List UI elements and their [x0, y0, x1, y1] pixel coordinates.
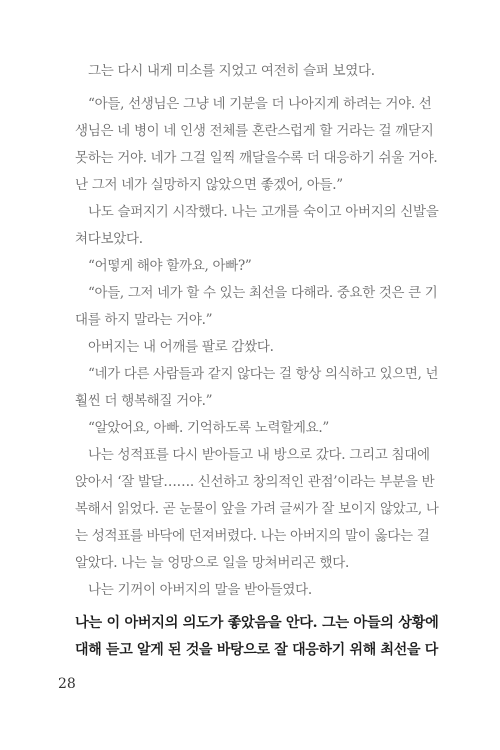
body-line: 나는 기꺼이 아버지의 말을 받아들였다.: [88, 582, 312, 598]
body-line: 는 성적표를 바닥에 던져버렸다. 나는 아버지의 말이 옳다는 걸: [75, 528, 430, 544]
bold-commentary-line: 대해 듣고 알게 된 것을 바탕으로 잘 대응하기 위해 최선을 다: [75, 642, 438, 658]
body-line: 대를 하지 말라는 거야.”: [75, 312, 213, 328]
body-line: 쳐다보았다.: [75, 231, 143, 247]
body-line: “아들, 그저 네가 할 수 있는 최선을 다해라. 중요한 것은 큰 기: [88, 285, 438, 301]
page-number: 28: [58, 676, 76, 692]
body-line: 못하는 거야. 네가 그걸 일찍 깨달을수록 더 대응하기 쉬울 거야.: [75, 150, 438, 166]
body-line: “네가 다른 사람들과 같지 않다는 걸 항상 의식하고 있으면, 넌: [88, 366, 439, 382]
body-line: “아들, 선생님은 그냥 네 기분을 더 나아지게 하려는 거야. 선: [88, 96, 432, 112]
body-line: 생님은 네 병이 네 인생 전체를 혼란스럽게 할 거라는 걸 깨닫지: [75, 123, 434, 139]
body-line: 앉아서 ‘잘 발달……. 신선하고 창의적인 관점’이라는 부분을 반: [75, 474, 435, 490]
body-line: 나도 슬퍼지기 시작했다. 나는 고개를 숙이고 아버지의 신발을: [88, 204, 439, 220]
body-line: 훨씬 더 행복해질 거야.”: [75, 393, 213, 409]
bold-commentary-line: 나는 이 아버지의 의도가 좋았음을 안다. 그는 아들의 상황에: [75, 615, 439, 631]
body-line: “알았어요, 아빠. 기억하도록 노력할게요.”: [88, 420, 330, 436]
body-line: 아버지는 내 어깨를 팔로 감쌌다.: [88, 339, 274, 355]
body-line: 난 그저 네가 실망하지 않았으면 좋겠어, 아들.”: [75, 177, 343, 193]
body-line: 알았다. 나는 늘 엉망으로 일을 망쳐버리곤 했다.: [75, 555, 350, 571]
body-line: “어떻게 해야 할까요, 아빠?”: [88, 258, 252, 274]
body-line: 나는 성적표를 다시 받아들고 내 방으로 갔다. 그리고 침대에: [88, 447, 430, 463]
body-line: 그는 다시 내게 미소를 지었고 여전히 슬퍼 보였다.: [88, 63, 375, 79]
body-line: 복해서 읽었다. 곧 눈물이 앞을 가려 글씨가 잘 보이지 않았고, 나: [75, 501, 439, 517]
